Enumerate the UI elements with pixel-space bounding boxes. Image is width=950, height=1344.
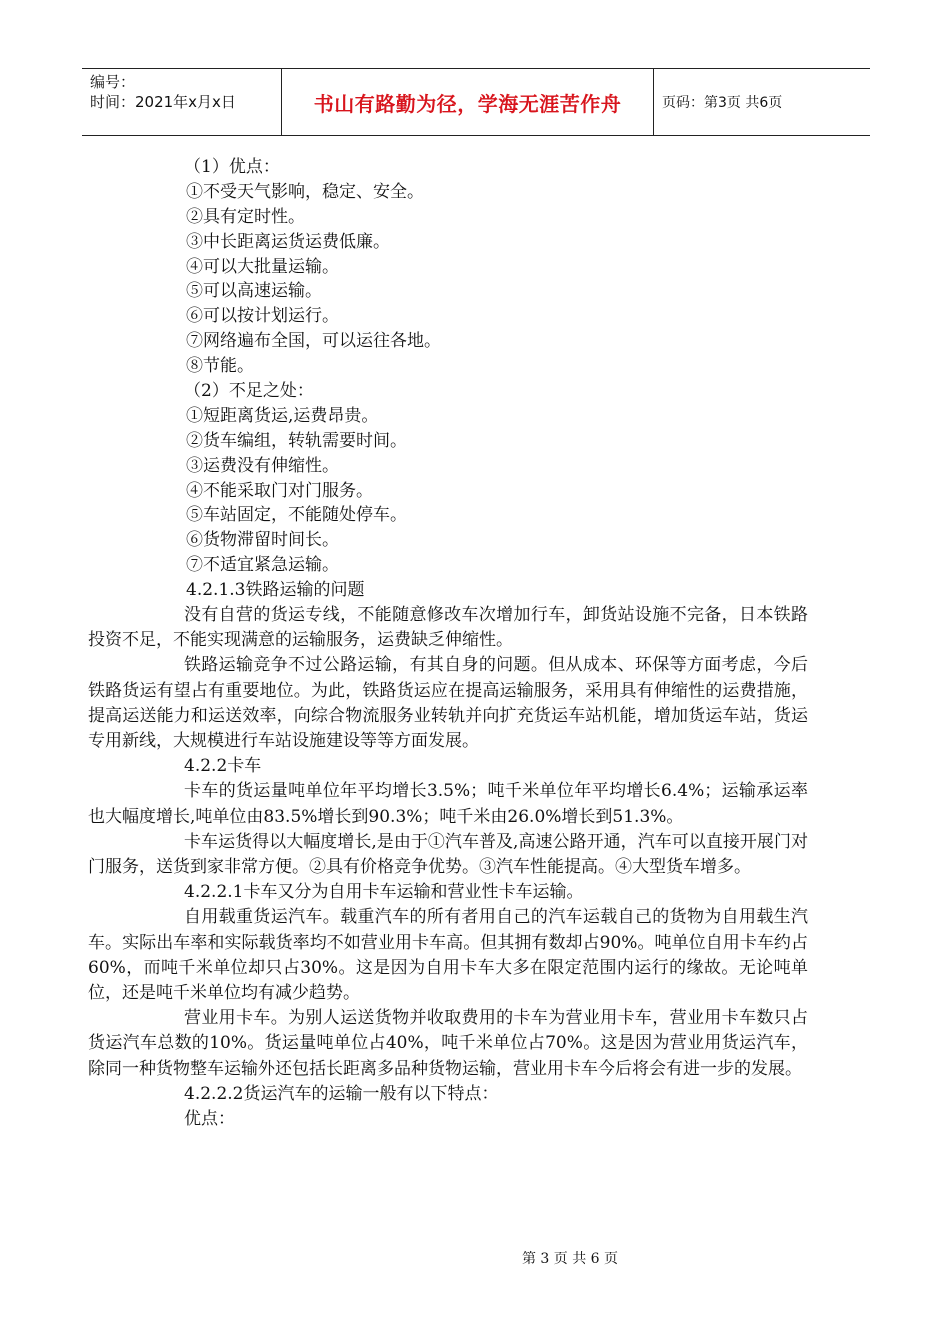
list-item: ⑧节能。 xyxy=(186,356,254,377)
list-item: ⑤车站固定，不能随处停车。 xyxy=(186,505,407,526)
paragraph: 没有自营的货运专线，不能随意修改车次增加行车，卸货站设施不完备，日本铁路投资不足，不能实现满意的运输服务，运费缺乏伸缩性。 xyxy=(88,605,808,651)
list-item: ①不受天气影响，稳定、安全。 xyxy=(186,181,424,202)
list-section xyxy=(172,155,812,603)
section-heading-advantages: （1）优点： xyxy=(184,157,280,177)
list-item: ⑦网络遍布全国，可以运往各地。 xyxy=(186,331,441,352)
paragraph: 卡车的货运量吨单位年平均增长3.5%；吨千米单位年平均增长6.4%；运输承运率也大幅度增长,吨单位由83.5%增长到90.3%；吨千米由26.0%增长到51.3%。 xyxy=(88,781,808,827)
list-item: ⑤可以高速运输。 xyxy=(186,281,322,302)
list-item: ④不能采取门对门服务。 xyxy=(186,480,373,501)
body-text xyxy=(88,603,808,1132)
header-meta xyxy=(82,69,282,135)
document-date-label: 时间：2021年x月x日 xyxy=(90,93,236,111)
section-heading-truck-types: 4.2.2.1卡车又分为自用卡车运输和营业性卡车运输。 xyxy=(184,882,584,903)
list-item: ③运费没有伸缩性。 xyxy=(186,455,339,476)
header-page-number: 页码：第3页 共6页 xyxy=(662,95,783,111)
section-heading-trucks: 4.2.2卡车 xyxy=(184,756,262,777)
page-footer: 第 3 页 共 6 页 xyxy=(521,1251,619,1267)
list-item: ②具有定时性。 xyxy=(186,206,305,227)
section-heading-truck-features: 4.2.2.2货运汽车的运输一般有以下特点： xyxy=(184,1083,499,1104)
section-heading-disadvantages: （2）不足之处： xyxy=(184,381,314,402)
list-item: ①短距离货运,运费昂贵。 xyxy=(186,405,379,426)
list-item: ⑦不适宜紧急运输。 xyxy=(186,555,339,576)
page-header xyxy=(82,68,870,136)
paragraph: 铁路运输竞争不过公路运输，有其自身的问题。但从成本、环保等方面考虑，今后铁路货运有望占有重要地位。为此，铁路货运应在提高运输服务，采用具有伸缩性的运费措施，提高运送能力和运送效率，向综合物流服务业转轨并向扩充货运车站机能，增加货运车站，货运专用新线，大规模进行车站设施建设等等方面发展。 xyxy=(88,655,808,752)
paragraph: 卡车运货得以大幅度增长,是由于①汽车普及,高速公路开通，汽车可以直接开展门对门服务，送货到家非常方便。②具有价格竞争优势。③汽车性能提高。④大型货车增多。 xyxy=(88,831,808,878)
list-item: ③中长距离运货运费低廉。 xyxy=(186,231,390,252)
list-item: ④可以大批量运输。 xyxy=(186,256,339,277)
list-item: ②货车编组，转轨需要时间。 xyxy=(186,430,407,451)
section-heading-railway-problems: 4.2.1.3铁路运输的问题 xyxy=(186,580,365,601)
header-motto: 书山有路勤为径，学海无涯苦作舟 xyxy=(282,69,654,135)
list-item: ⑥可以按计划运行。 xyxy=(186,306,339,327)
subheading-advantages: 优点： xyxy=(184,1109,235,1130)
paragraph: 营业用卡车。为别人运送货物并收取费用的卡车为营业用卡车，营业用卡车数只占货运汽车总数的10%。货运量吨单位占40%，吨千米单位占70%。这是因为营业用货运汽车，除同一种货物整车运输外还包括长距离多品种货物运输，营业用卡车今后将会有进一步的发展。 xyxy=(88,1008,808,1079)
list-item: ⑥货物滞留时间长。 xyxy=(186,530,339,551)
paragraph: 自用载重货运汽车。载重汽车的所有者用自己的汽车运载自己的货物为自用载生汽车。实际出车率和实际载货率均不如营业用卡车高。但其拥有数却占90%。吨单位自用卡车约占60%，而吨千米单位却只占30%。这是因为自用卡车大多在限定范围内运行的缘故。无论吨单位，还是吨千米单位均有减少趋势。 xyxy=(88,907,808,1004)
document-number-label: 编号： xyxy=(90,73,136,91)
